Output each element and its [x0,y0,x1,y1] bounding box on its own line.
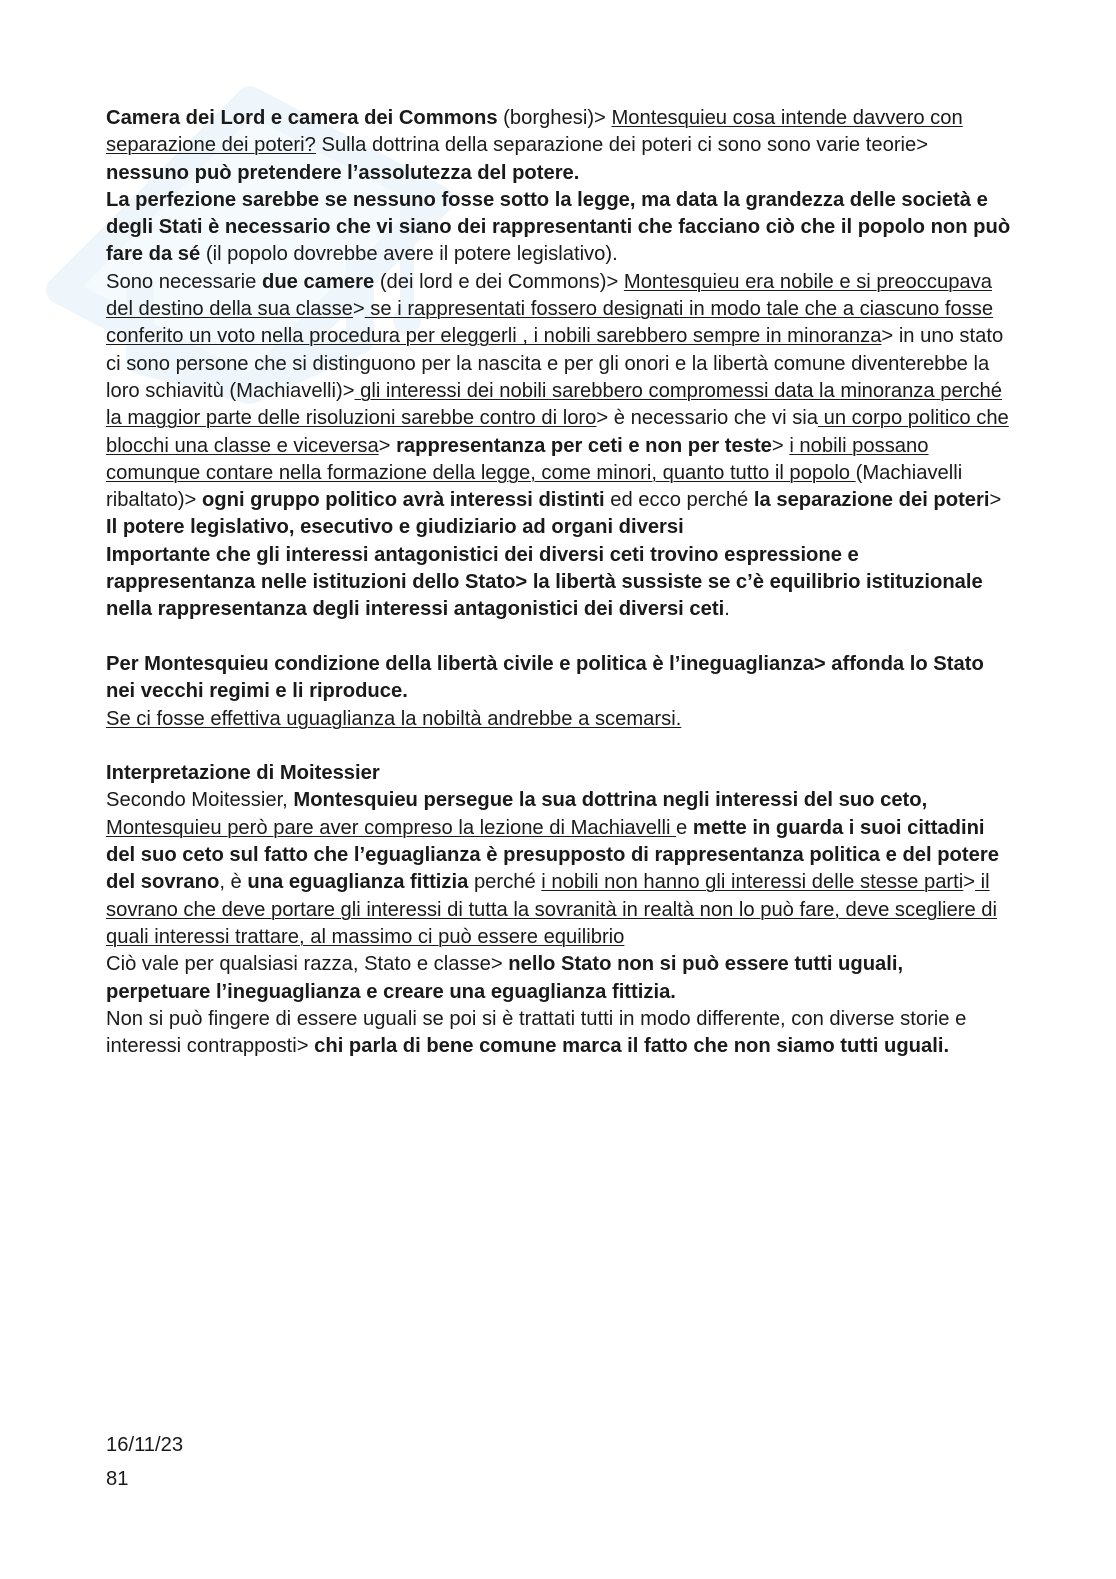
underlined-text-segment: i nobili possano comunque contare nella formazione della legge, come minori, quanto tutto il popolo [106,434,929,484]
text-segment: > [378,434,397,457]
bold-text-segment: nello Stato non si può essere tutti uguali, perpetuare l’ineguaglianza e creare una eguaglianza fittizia. [106,953,904,1003]
page-footer [106,1428,183,1496]
bold-text-segment: Importante che gli interessi antagonistici dei diversi ceti trovino espressione e rappresentanza nelle istituzioni dello Stato> la libertà sussiste se c’è equilibrio istituzionale nella rappresentanza degli interessi antagonistici dei diversi ceti [106,543,983,621]
bold-text-segment: chi parla di bene comune marca il fatto che non siamo tutti uguali. [314,1035,950,1058]
underlined-text-segment: Montesquieu però pare aver compreso la lezione di Machiavelli [106,816,677,839]
text-segment: (Machiavelli ribaltato)> [106,461,963,512]
bold-text-segment: la separazione dei poteri [753,489,990,512]
text-segment: e [676,816,693,839]
underlined-text-segment: se i rappresentati fossero designati in modo tale che a ciascuno fosse conferito un voto nella procedura per eleggerli , i nobili sarebbero sempre in minoranza [106,298,994,348]
text-segment: , è [219,871,248,894]
text-segment: (borghesi)> [497,107,612,129]
paragraph-separation-of-powers [106,105,1011,624]
text-segment: ed ecco perché [604,489,754,512]
bold-text-segment: rappresentanza per ceti e non per teste [396,434,772,457]
bold-text-segment: La perfezione sarebbe se nessuno fosse sotto la legge, ma data la grandezza delle società e degli Stati è necessario che vi siano dei rappresentanti che facciano ciò che il popolo non può fare da sé [106,188,1011,266]
underlined-text-segment: il sovrano che deve portare gli interessi di tutta la sovranità in realtà non lo può fare, deve scegliere di quali interessi trattare, al massimo ci può essere equilibrio [106,871,998,948]
text-segment: > [963,871,976,894]
text-segment: Sulla dottrina della separazione dei poteri ci sono sono varie teorie> [315,134,929,157]
text-segment: > è necessario che vi sia [596,407,818,430]
document-body [106,105,1011,1060]
text-segment: Non si può fingere di essere uguali se poi si è trattati tutti in modo differente, con diverse storie e interessi contrapposti> [106,1007,967,1058]
text-segment: . [724,598,730,621]
paragraph-gap [106,733,1011,760]
text-segment: > [771,434,790,457]
bold-text-segment: Camera dei Lord e camera dei Commons [106,107,498,129]
underlined-text-segment: Montesquieu cosa intende davvero con separazione dei poteri? [106,107,963,157]
footer-date: 16/11/23 [106,1434,184,1456]
underlined-text-segment: Se ci fosse effettiva uguaglianza la nobiltà andrebbe a scemarsi. [106,707,682,730]
paragraph-gap [106,624,1011,651]
paragraph-moitessier [106,760,1011,1060]
bold-text-segment: Montesquieu persegue la sua dottrina negli interessi del suo ceto, [293,789,928,812]
text-segment: Sono necessarie [106,270,262,293]
underlined-text-segment: gli interessi dei nobili sarebbero compromessi data la minoranza perché la maggior parte delle risoluzioni sarebbe contro di loro [106,379,1002,430]
text-segment: perché [468,871,542,894]
bold-text-segment: Interpretazione di Moitessier [106,762,380,785]
underlined-text-segment: Montesquieu era nobile e si preoccupava del destino della sua classe [106,270,992,321]
text-segment: Secondo Moitessier, [106,789,294,812]
bold-text-segment: ogni gruppo politico avrà interessi distinti [201,489,605,512]
text-segment: > in uno stato ci sono persone che si distinguono per la nascita e per gli onori e la libertà comune diventerebbe la loro schiavitù (Machiavelli)> [106,325,1004,402]
bold-text-segment: mette in guarda i suoi cittadini del suo ceto sul fatto che l’eguaglianza è presupposto di rappresentanza politica e del potere del sovrano [106,816,999,894]
text-segment: Ciò vale per qualsiasi razza, Stato e classe> [106,953,509,976]
bold-text-segment: Per Montesquieu condizione della libertà civile e politica è l’ineguaglianza> affonda lo Stato nei vecchi regimi e li riproduce. [106,652,984,703]
text-segment: (dei lord e dei Commons)> [374,270,624,293]
underlined-text-segment: un corpo politico che blocchi una classe e viceversa [106,407,1009,457]
text-segment: > [989,489,1002,512]
bold-text-segment: una eguaglianza fittizia [247,871,469,894]
text-segment: > [352,298,365,321]
page-number: 81 [106,1468,129,1490]
bold-text-segment: Il potere legislativo, esecutivo e giudiziario ad organi diversi [106,516,684,539]
text-segment: (il popolo dovrebbe avere il potere legislativo). [200,243,618,266]
bold-text-segment: due camere [262,270,375,293]
bold-text-segment: nessuno può pretendere l’assolutezza del potere. [106,161,580,184]
paragraph-inequality [106,651,1011,733]
underlined-text-segment: i nobili non hanno gli interessi delle stesse parti [541,871,964,894]
